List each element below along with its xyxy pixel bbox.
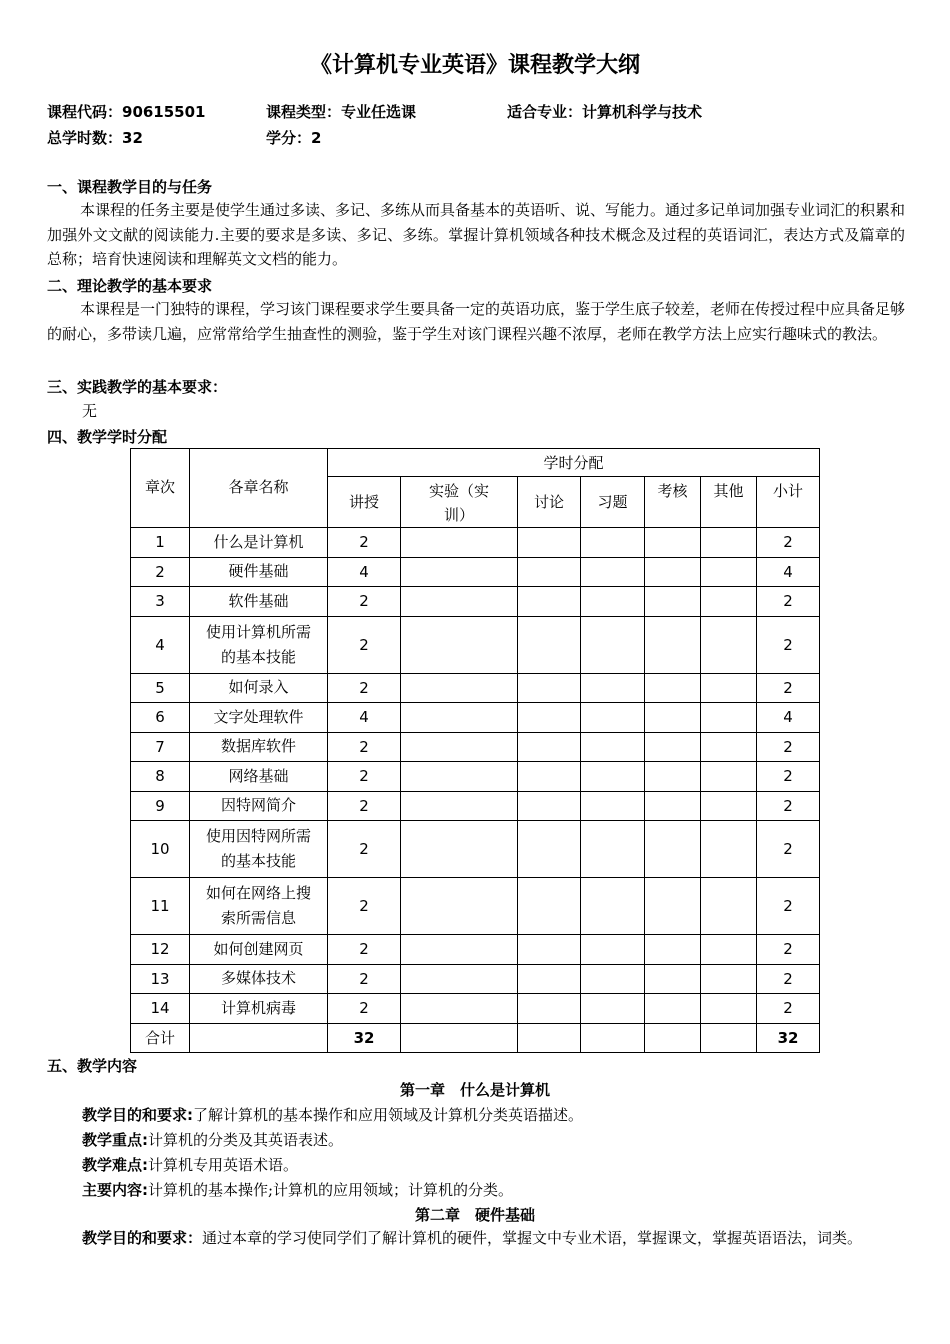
row-exercise-hours (581, 616, 645, 673)
row-chapter-number: 6 (131, 703, 190, 733)
row-subtotal: 2 (757, 762, 820, 792)
row-chapter-number: 4 (131, 616, 190, 673)
table-row (131, 964, 820, 994)
table-row (131, 616, 820, 673)
total-cell-empty (701, 1023, 757, 1052)
row-other-hours (701, 762, 757, 792)
row-chapter-name: 多媒体技术 (190, 964, 328, 994)
row-chapter-name: 使用因特网所需的基本技能 (190, 821, 328, 878)
row-chapter-name: 因特网简介 (190, 791, 328, 821)
row-chapter-number: 1 (131, 528, 190, 558)
row-exam-hours (645, 791, 701, 821)
total-label: 合计 (131, 1023, 190, 1052)
row-chapter-number: 13 (131, 964, 190, 994)
table-row (131, 935, 820, 965)
row-discussion-hours (518, 964, 581, 994)
row-chapter-name: 数据库软件 (190, 732, 328, 762)
row-exercise-hours (581, 994, 645, 1024)
chapter-2-goal (47, 1226, 905, 1251)
table-row (131, 762, 820, 792)
row-other-hours (701, 703, 757, 733)
row-other-hours (701, 964, 757, 994)
row-lab-hours (401, 557, 518, 587)
table-row (131, 791, 820, 821)
row-other-hours (701, 821, 757, 878)
row-subtotal: 2 (757, 994, 820, 1024)
table-row (131, 587, 820, 617)
row-chapter-name: 如何录入 (190, 673, 328, 703)
total-lecture: 32 (328, 1023, 401, 1052)
row-exercise-hours (581, 964, 645, 994)
row-lecture-hours: 2 (328, 964, 401, 994)
row-discussion-hours (518, 878, 581, 935)
section-1-heading: 一、课程教学目的与任务 (47, 178, 213, 196)
row-lecture-hours: 2 (328, 732, 401, 762)
row-subtotal: 4 (757, 557, 820, 587)
table-row (131, 528, 820, 558)
row-chapter-number: 3 (131, 587, 190, 617)
row-other-hours (701, 732, 757, 762)
document-title: 《计算机专业英语》课程教学大纲 (309, 53, 640, 78)
row-chapter-name: 什么是计算机 (190, 528, 328, 558)
total-cell-empty (401, 1023, 518, 1052)
row-exam-hours (645, 528, 701, 558)
row-subtotal: 2 (757, 821, 820, 878)
row-discussion-hours (518, 821, 581, 878)
table-row (131, 994, 820, 1024)
chapter-1-key (82, 1129, 343, 1150)
row-chapter-number: 9 (131, 791, 190, 821)
row-subtotal: 2 (757, 528, 820, 558)
total-cell-empty (190, 1023, 328, 1052)
chapter-1-main (82, 1179, 513, 1200)
row-discussion-hours (518, 528, 581, 558)
row-other-hours (701, 878, 757, 935)
row-subtotal: 2 (757, 616, 820, 673)
row-exercise-hours (581, 935, 645, 965)
row-discussion-hours (518, 616, 581, 673)
row-exercise-hours (581, 703, 645, 733)
row-discussion-hours (518, 935, 581, 965)
row-lecture-hours: 2 (328, 821, 401, 878)
course-code: 课程代码：90615501 (47, 103, 206, 121)
row-discussion-hours (518, 587, 581, 617)
row-exercise-hours (581, 821, 645, 878)
row-exam-hours (645, 587, 701, 617)
table-row (131, 673, 820, 703)
row-subtotal: 2 (757, 878, 820, 935)
header-discussion: 讨论 (518, 477, 581, 528)
row-lecture-hours: 2 (328, 673, 401, 703)
row-lecture-hours: 2 (328, 878, 401, 935)
row-chapter-number: 10 (131, 821, 190, 878)
row-subtotal: 4 (757, 703, 820, 733)
row-other-hours (701, 587, 757, 617)
chapter-1-goal-label: 教学目的和要求: (82, 1106, 193, 1124)
chapter-1-main-label: 主要内容: (82, 1181, 148, 1199)
chapter-2-goal-text: 通过本章的学习使同学们了解计算机的硬件，掌握文中专业术语，掌握课文，掌握英语语法，词类。 (202, 1229, 863, 1247)
row-exercise-hours (581, 587, 645, 617)
total-subtotal: 32 (757, 1023, 820, 1052)
row-chapter-name: 软件基础 (190, 587, 328, 617)
row-subtotal: 2 (757, 964, 820, 994)
chapter-1-goal (82, 1104, 583, 1125)
table-row (131, 732, 820, 762)
total-cell-empty (518, 1023, 581, 1052)
row-other-hours (701, 557, 757, 587)
header-other: 其他 (701, 477, 757, 528)
row-discussion-hours (518, 994, 581, 1024)
row-exercise-hours (581, 557, 645, 587)
section-3-heading: 三、实践教学的基本要求： (47, 378, 228, 396)
row-discussion-hours (518, 673, 581, 703)
row-discussion-hours (518, 703, 581, 733)
header-hours-allocation: 学时分配 (328, 449, 820, 477)
row-chapter-number: 12 (131, 935, 190, 965)
total-cell-empty (581, 1023, 645, 1052)
hours-allocation-table (130, 448, 820, 1053)
row-exercise-hours (581, 673, 645, 703)
row-lecture-hours: 4 (328, 703, 401, 733)
row-exam-hours (645, 732, 701, 762)
row-discussion-hours (518, 557, 581, 587)
chapter-1-difficulty (82, 1154, 298, 1175)
section-1-text: 本课程的任务主要是使学生通过多读、多记、多练从而具备基本的英语听、说、写能力。通过多记单词加强专业词汇的积累和加强外文文献的阅读能力.主要的要求是多读、多记、多练。掌握计算机领域各种技术概念及过程的英语词汇，表达方式及篇章的总称；培育快速阅读和理解英文文档的能力。 (47, 201, 906, 268)
row-subtotal: 2 (757, 732, 820, 762)
row-lab-hours (401, 528, 518, 558)
row-exam-hours (645, 994, 701, 1024)
row-lecture-hours: 2 (328, 587, 401, 617)
row-chapter-number: 8 (131, 762, 190, 792)
row-lab-hours (401, 878, 518, 935)
row-discussion-hours (518, 732, 581, 762)
row-lab-hours (401, 964, 518, 994)
row-exercise-hours (581, 791, 645, 821)
row-chapter-name: 如何在网络上搜索所需信息 (190, 878, 328, 935)
row-exam-hours (645, 673, 701, 703)
row-chapter-name: 文字处理软件 (190, 703, 328, 733)
chapter-1-diff-text: 计算机专用英语术语。 (148, 1156, 299, 1174)
row-exercise-hours (581, 878, 645, 935)
row-subtotal: 2 (757, 673, 820, 703)
row-chapter-name: 如何创建网页 (190, 935, 328, 965)
total-cell-empty (645, 1023, 701, 1052)
section-2-heading: 二、理论教学的基本要求 (47, 277, 213, 295)
row-discussion-hours (518, 762, 581, 792)
row-lab-hours (401, 616, 518, 673)
row-exam-hours (645, 557, 701, 587)
chapter-1-goal-text: 了解计算机的基本操作和应用领域及计算机分类英语描述。 (193, 1106, 584, 1124)
row-subtotal: 2 (757, 587, 820, 617)
row-exam-hours (645, 703, 701, 733)
row-chapter-name: 计算机病毒 (190, 994, 328, 1024)
row-other-hours (701, 791, 757, 821)
row-exam-hours (645, 616, 701, 673)
row-other-hours (701, 528, 757, 558)
row-lab-hours (401, 762, 518, 792)
row-lecture-hours: 2 (328, 762, 401, 792)
row-other-hours (701, 673, 757, 703)
total-hours: 总学时数：32 (47, 129, 143, 147)
row-chapter-name: 使用计算机所需的基本技能 (190, 616, 328, 673)
row-chapter-number: 5 (131, 673, 190, 703)
table-row (131, 878, 820, 935)
chapter-1-main-text: 计算机的基本操作;计算机的应用领域；计算机的分类。 (148, 1181, 514, 1199)
row-lecture-hours: 2 (328, 616, 401, 673)
table-row (131, 557, 820, 587)
row-lab-hours (401, 821, 518, 878)
row-lab-hours (401, 673, 518, 703)
row-lecture-hours: 2 (328, 935, 401, 965)
section-5-heading: 五、教学内容 (47, 1057, 138, 1075)
row-lecture-hours: 2 (328, 791, 401, 821)
chapter-1-title: 第一章 什么是计算机 (399, 1081, 550, 1099)
row-exam-hours (645, 935, 701, 965)
row-subtotal: 2 (757, 791, 820, 821)
row-lab-hours (401, 935, 518, 965)
header-subtotal: 小计 (757, 477, 820, 528)
chapter-1-key-label: 教学重点: (82, 1131, 148, 1149)
row-lecture-hours: 2 (328, 528, 401, 558)
row-lecture-hours: 4 (328, 557, 401, 587)
row-chapter-name: 硬件基础 (190, 557, 328, 587)
row-subtotal: 2 (757, 935, 820, 965)
chapter-2-goal-label: 教学目的和要求： (82, 1229, 203, 1247)
section-3-text: 无 (82, 402, 98, 420)
row-discussion-hours (518, 791, 581, 821)
row-other-hours (701, 994, 757, 1024)
header-chapter: 章次 (131, 449, 190, 528)
section-2-text: 本课程是一门独特的课程，学习该门课程要求学生要具备一定的英语功底，鉴于学生底子较差，老师在传授过程中应具备足够的耐心，多带读几遍，应常常给学生抽查性的测验，鉴于学生对该门课程兴趣不浓厚，老师在教学方法上应实行趣味式的教法。 (47, 300, 906, 343)
row-other-hours (701, 935, 757, 965)
row-lecture-hours: 2 (328, 994, 401, 1024)
header-lecture: 讲授 (328, 477, 401, 528)
row-chapter-number: 2 (131, 557, 190, 587)
row-exam-hours (645, 762, 701, 792)
header-exam: 考核 (645, 477, 701, 528)
header-chapter-name: 各章名称 (190, 449, 328, 528)
suitable-major: 适合专业：计算机科学与技术 (507, 103, 703, 121)
row-exercise-hours (581, 732, 645, 762)
row-chapter-name: 网络基础 (190, 762, 328, 792)
row-chapter-number: 14 (131, 994, 190, 1024)
row-chapter-number: 7 (131, 732, 190, 762)
row-exercise-hours (581, 762, 645, 792)
row-lab-hours (401, 703, 518, 733)
chapter-1-key-text: 计算机的分类及其英语表述。 (148, 1131, 344, 1149)
row-other-hours (701, 616, 757, 673)
row-exam-hours (645, 964, 701, 994)
row-exam-hours (645, 878, 701, 935)
row-lab-hours (401, 732, 518, 762)
row-exercise-hours (581, 528, 645, 558)
credits: 学分：2 (266, 129, 322, 147)
header-exercise: 习题 (581, 477, 645, 528)
row-lab-hours (401, 791, 518, 821)
table-row (131, 703, 820, 733)
row-exam-hours (645, 821, 701, 878)
header-lab: 实验（实训） (401, 477, 518, 528)
row-lab-hours (401, 587, 518, 617)
chapter-2-title: 第二章 硬件基础 (414, 1206, 535, 1224)
table-row (131, 821, 820, 878)
course-type: 课程类型：专业任选课 (266, 103, 417, 121)
chapter-1-diff-label: 教学难点: (82, 1156, 148, 1174)
row-chapter-number: 11 (131, 878, 190, 935)
section-4-heading: 四、教学学时分配 (47, 428, 168, 446)
row-lab-hours (401, 994, 518, 1024)
